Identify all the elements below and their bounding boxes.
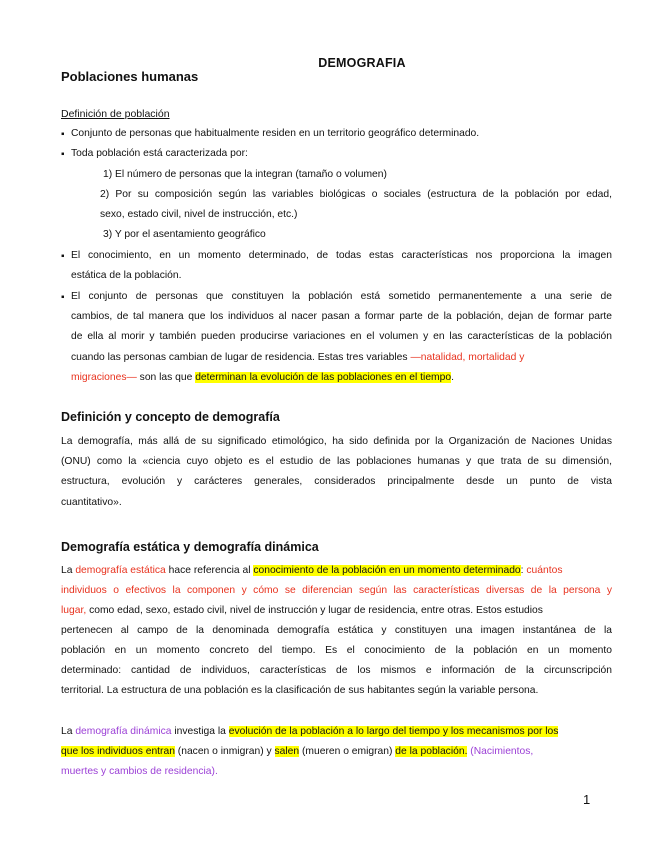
paragraph-line: muertes y cambios de residencia). [61,766,218,777]
text-run: son las que [136,372,196,383]
numbered-item-cont: sexo, estado civil, nivel de instrucción, etc.) [100,209,298,220]
highlighted-text: determinan la evolución de las poblaciones en el tiempo [195,372,452,383]
paragraph-line [61,561,612,581]
highlight-red-text: lugar, [61,605,87,616]
bullet-icon: ▪ [61,251,65,262]
highlighted-text: que los individuos entran [61,746,175,757]
text-run: . [451,372,454,383]
paragraph-line: La demografía, más allá de su significado etimológico, ha sido definida por la Organización de Naciones Unidas [61,436,612,447]
subheading-definicion-poblacion: Definición de población [61,108,170,120]
text-run: investiga la [171,726,229,737]
highlighted-text: salen [274,746,300,757]
page-number: 1 [583,792,591,807]
paragraph-line [61,722,612,742]
bullet-icon: ▪ [61,149,65,160]
paragraph-line: territorial. La estructura de una población es la clasificación de sus habitantes según la variable persona. [61,685,539,696]
bullet-text-cont [71,348,612,368]
highlight-red-text: cuántos [526,565,563,576]
numbered-item: 3) Y por el asentamiento geográfico [103,229,266,240]
text-run: hace referencia al [165,565,254,576]
highlight-purple-text: (Nacimientos, [467,746,534,757]
paragraph-line [61,601,612,621]
highlighted-text: conocimiento de la población en un momento determinado [253,565,521,576]
heading-demografia-estatica-dinamica: Demografía estática y demografía dinámica [61,540,319,554]
bullet-text: Conjunto de personas que habitualmente residen en un territorio geográfico determinado. [71,128,480,139]
bullet-text: Toda población está caracterizada por: [71,148,248,159]
numbered-item: 1) El número de personas que la integran (tamaño o volumen) [103,169,387,180]
highlight-red-text: —natalidad, mortalidad y [410,352,525,363]
text-run: : [520,565,527,576]
bullet-text-cont: estática de la población. [71,270,182,281]
paragraph-line: cuantitativo». [61,497,122,508]
bullet-icon: ▪ [61,292,65,303]
paragraph-line [61,742,612,762]
heading-definicion-demografia: Definición y concepto de demografía [61,410,280,424]
paragraph-line: pertenecen al campo de la denominada demografía estática y constituyen una imagen instantánea de la [61,625,612,636]
text-run: (nacen o inmigran) y [174,746,275,757]
bullet-text: El conjunto de personas que constituyen la población está sometido permanentemente a una serie de [71,291,612,302]
paragraph-line: (ONU) como la «ciencia cuyo objeto es el estudio de las poblaciones humanas y que trata de su dimensión, [61,456,612,467]
numbered-item: 2) Por su composición según las variables biológicas o sociales (estructura de la población por edad, [100,189,612,200]
paragraph-line: individuos o efectivos la componen y cómo se diferencian según las características diversas de la persona y [61,585,612,596]
highlighted-text: de la población. [395,746,468,757]
text-run: cuando las personas cambian de lugar de residencia. Estas tres variables [71,352,408,363]
text-run: como edad, sexo, estado civil, nivel de instrucción y lugar de residencia, entre otras. Estos estudios [86,605,543,616]
heading-poblaciones-humanas: Poblaciones humanas [61,69,199,84]
bullet-text-cont [71,368,612,388]
paragraph-line: determinado: cantidad de individuos, características de los mismos e información de la circunscripción [61,665,612,676]
text-run: La [61,565,76,576]
bullet-text: El conocimiento, en un momento determinado, de todas estas características nos proporciona la imagen [71,250,612,261]
document-title: DEMOGRAFIA [318,56,406,70]
paragraph-line: estructura, evolución y carácteres generales, considerados principalmente desde un punto de vista [61,476,612,487]
paragraph-line: población en un momento concreto del tiempo. Es el conocimiento de la población en un momento [61,645,612,656]
bullet-text-cont: de ella al morir y también pueden producirse variaciones en el volumen y en las características de la población [71,331,612,342]
text-run: (mueren o emigran) [299,746,396,757]
text-run: La [61,726,76,737]
bullet-text-cont: cambios, de tal manera que los individuos al nacer pasan a formar parte de la población, dejan de formar parte [71,311,612,322]
highlight-purple-text: demografía dinámica [75,726,172,737]
bullet-icon: ▪ [61,129,65,140]
highlight-red-text: demografía estática [75,565,166,576]
highlight-red-text: migraciones— [71,372,137,383]
highlighted-text: evolución de la población a lo largo del tiempo y los mecanismos por los [228,726,559,737]
